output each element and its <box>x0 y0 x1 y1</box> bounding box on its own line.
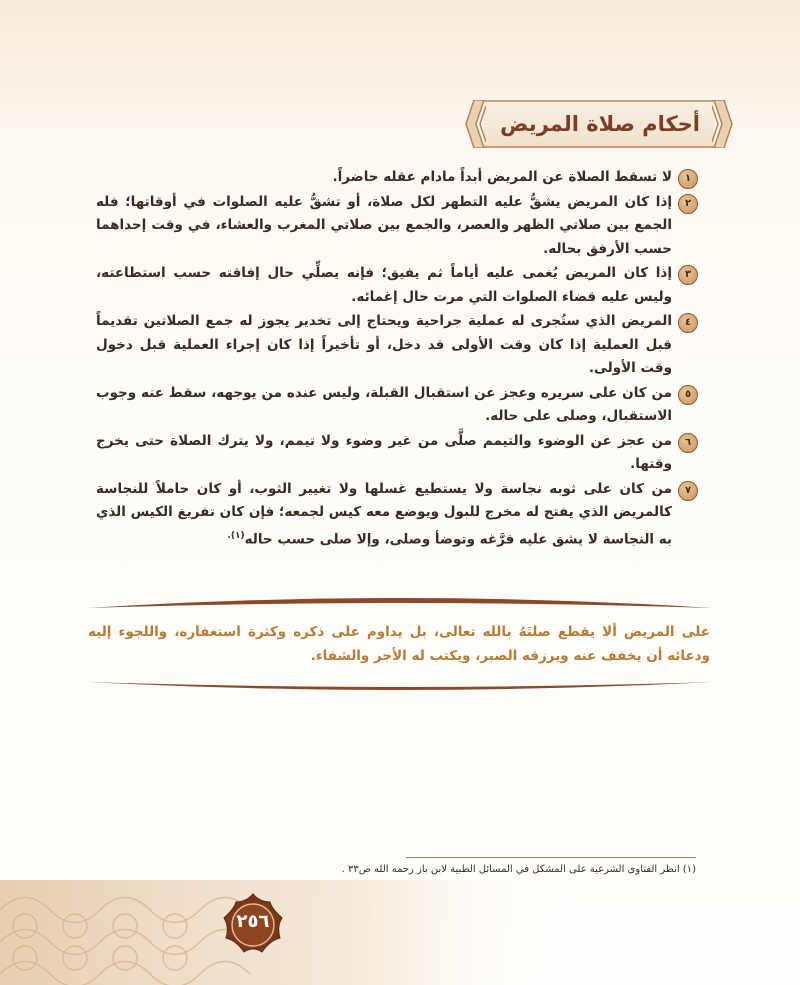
number-badge: ٢ <box>678 194 698 214</box>
rule-text: من كان على ثوبه نجاسة ولا يستطيع غسلها ولا تغيير الثوب، أو كان حاملاً للنجاسة كالمريض الذي يفتح له مخرج للبول ويوضع معه كيس لجمعه؛ فإن كان تفريغ الكيس الذي به النجاسة لا يشق عليه فرَّغه وتوضأ وصلى، وإلا صلى حسب حاله <box>96 480 672 547</box>
number-badge: ٦ <box>678 433 698 453</box>
rule-text: إذا كان المريض يشقُّ عليه التطهر لكل صلاة، أو تشقُّ عليه الصلوات في أوقاتها؛ فله الجمع بين صلاتي الظهر والعصر، والجمع بين صلاتي المغرب والعشاء، في وقت إحداهما حسب الأرفق بحاله. <box>96 193 672 257</box>
list-item <box>96 166 694 190</box>
ornament-band-icon <box>0 880 800 985</box>
list-item <box>96 478 694 552</box>
advice-box <box>88 594 712 694</box>
rule-text: من كان على سريره وعجز عن استقبال القبلة، وليس عنده من يوجهه، سقط عنه وجوب الاستقبال، وصلى على حاله. <box>96 384 672 424</box>
section-title: أحكام صلاة المريض <box>500 112 700 136</box>
list-item <box>96 191 694 262</box>
advice-text: على المريض ألا يقطع صلتَهُ بالله تعالى، بل يداوم على ذكره وكثرة استغفاره، واللجوء إليه ودعائه أن يخفف عنه ويرزقه الصبر، ويكتب له الأجر والشفاء. <box>88 624 710 664</box>
rule-text: من عجز عن الوضوء والتيمم صلَّى من غير وضوء ولا تيمم، ولا يترك الصلاة حتى يخرج وقتها. <box>96 432 672 472</box>
number-badge: ٣ <box>678 265 698 285</box>
footnote-reference[interactable]: (١). <box>227 530 245 541</box>
footnote: (١) انظر الفتاوى الشرعية على المشكل في المسائل الطبية لابن باز رحمه الله ص٣٣ . <box>341 864 696 875</box>
rule-text: لا تسقط الصلاة عن المريض أبداً مادام عقله حاضراً. <box>332 169 672 185</box>
rule-text: المريض الذي ستُجرى له عملية جراحية ويحتاج إلى تخدير يجوز له جمع الصلاتين تقديماً قبل العملية إذا كان وقت الأولى قد دخل، أو تأخيراً إذا كان إجراء العملية قبل دخول وقت الأولى. <box>96 313 672 376</box>
list-item <box>96 310 694 381</box>
rule-text: إذا كان المريض يُغمى عليه أياماً ثم يفيق؛ فإنه يصلِّي حال إفاقته حسب استطاعته، وليس عليه قضاء الصلوات التي مرت حال إغمائه. <box>96 265 672 305</box>
number-badge: ١ <box>678 169 698 189</box>
number-badge: ٥ <box>678 385 698 405</box>
rules-list <box>96 166 694 553</box>
number-badge: ٤ <box>678 313 698 333</box>
banner-ornament-icon <box>464 100 486 148</box>
section-title-banner <box>484 100 714 148</box>
page-number: ٢٥٦ <box>236 911 270 932</box>
banner-ornament-icon <box>712 100 734 148</box>
list-item <box>96 430 694 477</box>
list-item <box>96 382 694 429</box>
list-item <box>96 262 694 309</box>
number-badge: ٧ <box>678 481 698 501</box>
footnote-divider <box>406 857 696 858</box>
